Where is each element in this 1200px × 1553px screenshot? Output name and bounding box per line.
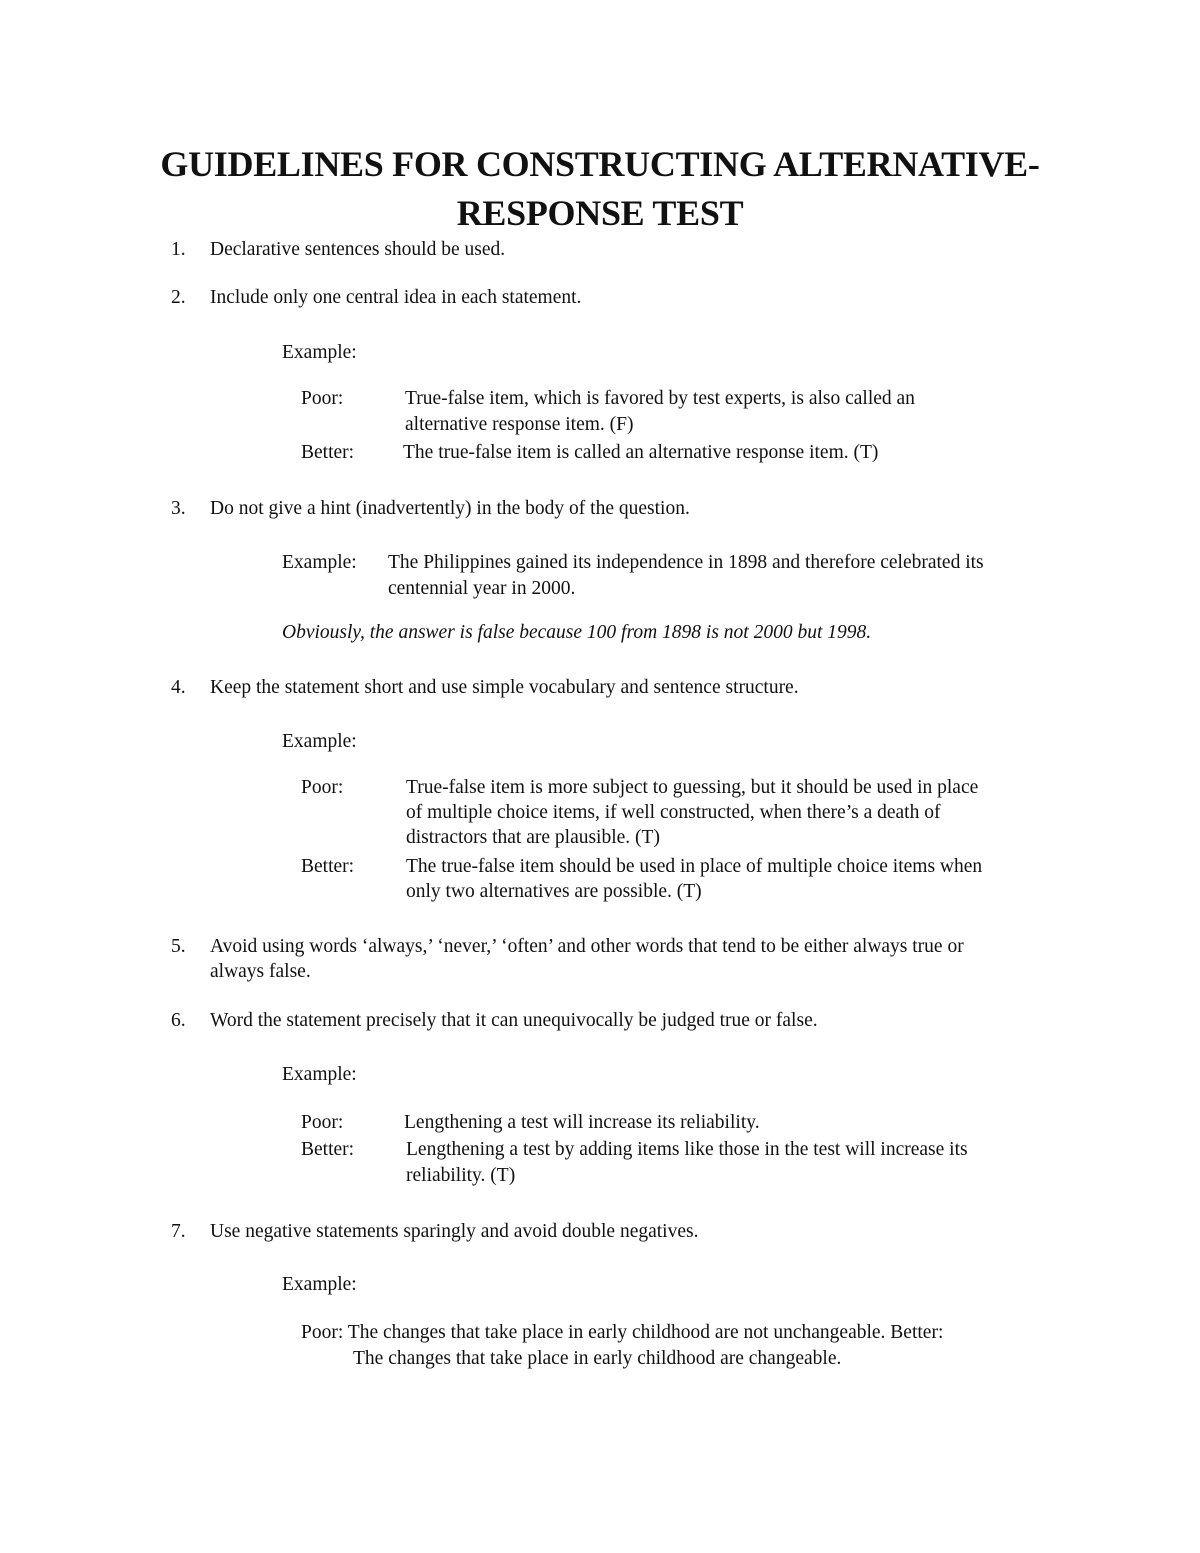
poor-text: of multiple choice items, if well constructed, when there’s a death of (406, 802, 941, 823)
item-text: Keep the statement short and use simple vocabulary and sentence structure. (210, 677, 799, 698)
better-text: only two alternatives are possible. (T) (406, 881, 702, 902)
item-text: always false. (210, 961, 311, 982)
item-number: 3. (171, 498, 186, 519)
item-text: Do not give a hint (inadvertently) in the body of the question. (210, 498, 690, 519)
item-number: 6. (171, 1010, 186, 1031)
poor-label: Poor: (301, 388, 344, 409)
example-text: centennial year in 2000. (388, 578, 576, 599)
example-label: Example: (282, 731, 357, 752)
title-line-2: RESPONSE TEST (456, 193, 744, 233)
example-label: Example: (282, 552, 357, 573)
item-number: 5. (171, 936, 186, 957)
better-text: Lengthening a test by adding items like those in the test will increase its (406, 1139, 968, 1160)
better-text: The true-false item should be used in place of multiple choice items when (406, 856, 983, 877)
example-text: The Philippines gained its independence in 1898 and therefore celebrated its (388, 552, 984, 573)
item-text: Use negative statements sparingly and avoid double negatives. (210, 1221, 699, 1242)
example-label: Example: (282, 1274, 357, 1295)
better-text: reliability. (T) (406, 1165, 516, 1186)
poor-text: alternative response item. (F) (405, 414, 634, 435)
title-line-1: GUIDELINES FOR CONSTRUCTING ALTERNATIVE- (160, 144, 1040, 184)
poor-text: Lengthening a test will increase its reliability. (404, 1112, 760, 1133)
better-label: Better: (301, 1139, 355, 1160)
better-label: Better: (301, 856, 355, 877)
poor-text: True-false item, which is favored by test experts, is also called an (405, 388, 915, 409)
page-title (140, 140, 1060, 238)
example-text: The changes that take place in early childhood are changeable. (353, 1348, 842, 1369)
example-text: Poor: The changes that take place in early childhood are not unchangeable. Better: (301, 1322, 944, 1343)
item-number: 4. (171, 677, 186, 698)
item-number: 2. (171, 287, 186, 308)
better-label: Better: (301, 442, 355, 463)
item-text: Word the statement precisely that it can unequivocally be judged true or false. (210, 1010, 818, 1031)
explanation-note: Obviously, the answer is false because 100 from 1898 is not 2000 but 1998. (282, 622, 872, 643)
poor-label: Poor: (301, 1112, 344, 1133)
item-number: 7. (171, 1221, 186, 1242)
example-label: Example: (282, 1064, 357, 1085)
item-text: Declarative sentences should be used. (210, 239, 506, 260)
item-text: Include only one central idea in each statement. (210, 287, 582, 308)
poor-label: Poor: (301, 777, 344, 798)
poor-text: distractors that are plausible. (T) (406, 827, 660, 848)
example-label: Example: (282, 342, 357, 363)
better-text: The true-false item is called an alternative response item. (T) (403, 442, 879, 463)
poor-text: True-false item is more subject to guessing, but it should be used in place (406, 777, 979, 798)
item-number: 1. (171, 239, 186, 260)
item-text: Avoid using words ‘always,’ ‘never,’ ‘often’ and other words that tend to be either always true or (210, 936, 964, 957)
